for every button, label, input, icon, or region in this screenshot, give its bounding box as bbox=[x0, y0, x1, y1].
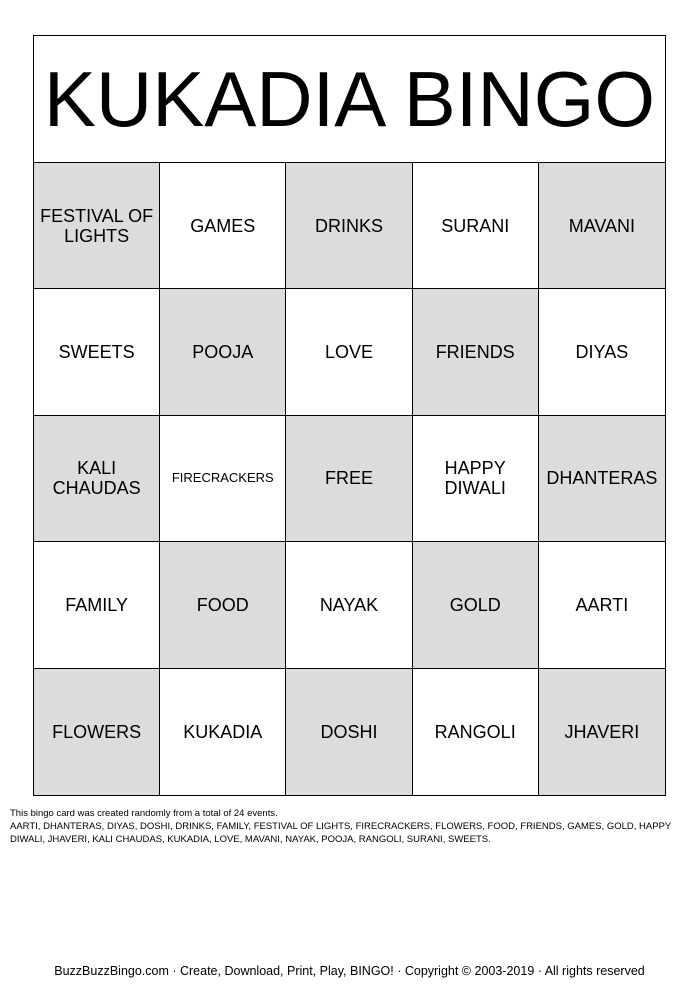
bingo-cell: DRINKS bbox=[286, 163, 412, 289]
bingo-cell: JHAVERI bbox=[539, 669, 665, 795]
bingo-card bbox=[33, 35, 666, 796]
bingo-cell: MAVANI bbox=[539, 163, 665, 289]
bingo-cell: GAMES bbox=[160, 163, 286, 289]
bingo-cell: KUKADIA bbox=[160, 669, 286, 795]
bingo-cell: RANGOLI bbox=[413, 669, 539, 795]
bingo-grid bbox=[34, 163, 665, 795]
bingo-cell: FOOD bbox=[160, 542, 286, 668]
bingo-cell: POOJA bbox=[160, 289, 286, 415]
card-notes bbox=[10, 807, 690, 846]
bingo-cell: FAMILY bbox=[34, 542, 160, 668]
bingo-cell: FESTIVAL OF LIGHTS bbox=[34, 163, 160, 289]
card-title: KUKADIA BINGO bbox=[34, 36, 665, 163]
notes-intro: This bingo card was created randomly from a total of 24 events. bbox=[10, 808, 278, 819]
bingo-cell: SWEETS bbox=[34, 289, 160, 415]
bingo-cell: DIYAS bbox=[539, 289, 665, 415]
bingo-cell: LOVE bbox=[286, 289, 412, 415]
bingo-cell: GOLD bbox=[413, 542, 539, 668]
bingo-cell: FRIENDS bbox=[413, 289, 539, 415]
bingo-cell: DHANTERAS bbox=[539, 416, 665, 542]
notes-event-list: AARTI, DHANTERAS, DIYAS, DOSHI, DRINKS, FAMILY, FESTIVAL OF LIGHTS, FIRECRACKERS, FLOWERS, FOOD, FRIENDS, GAMES, GOLD, HAPPY DIWALI, JHAVERI, KALI CHAUDAS, KUKADIA, LOVE, MAVANI, NAYAK, POOJA, RANGOLI, SURANI, SWEETS. bbox=[10, 821, 672, 845]
bingo-cell: DOSHI bbox=[286, 669, 412, 795]
page-footer: BuzzBuzzBingo.com · Create, Download, Print, Play, BINGO! · Copyright © 2003-2019 · All rights reserved bbox=[54, 964, 645, 978]
bingo-cell: SURANI bbox=[413, 163, 539, 289]
bingo-cell: NAYAK bbox=[286, 542, 412, 668]
free-cell: FREE bbox=[286, 416, 412, 542]
bingo-cell: FIRECRACKERS bbox=[160, 416, 286, 542]
bingo-cell: AARTI bbox=[539, 542, 665, 668]
bingo-cell: FLOWERS bbox=[34, 669, 160, 795]
bingo-cell: KALI CHAUDAS bbox=[34, 416, 160, 542]
bingo-cell: HAPPY DIWALI bbox=[413, 416, 539, 542]
